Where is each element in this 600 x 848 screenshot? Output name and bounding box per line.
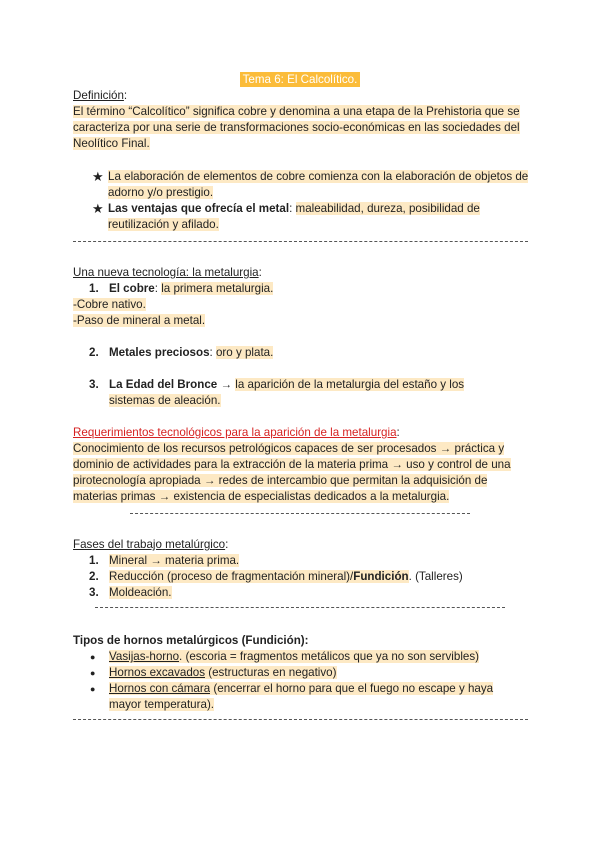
sub-line-text: -Paso de mineral a metal. <box>73 314 206 327</box>
metalurgia-item-1 <box>89 281 529 297</box>
fases-heading <box>73 537 533 553</box>
item-sep: → <box>217 378 236 391</box>
item-sep: : <box>209 346 216 359</box>
fases-item-3 <box>89 585 529 601</box>
item-text: (estructuras en negativo) <box>205 666 337 679</box>
hornos-colon: : <box>304 634 309 647</box>
item-number: 2. <box>89 570 99 583</box>
item-number: 2. <box>89 346 99 359</box>
star-icon: ★ <box>92 169 104 184</box>
item-number: 1. <box>89 554 99 567</box>
fases-item-1 <box>89 553 529 569</box>
requerimientos-heading-text: Requerimientos tecnológicos para la aparición de la metalurgia <box>73 426 397 439</box>
title-row <box>0 72 600 88</box>
item-link: Hornos excavados <box>109 666 206 679</box>
bullet-dot-icon: ● <box>90 652 96 662</box>
fases-heading-text: Fases del trabajo metalúrgico <box>73 538 226 551</box>
hornos-item-1 <box>90 649 530 665</box>
item-sep: : <box>154 282 162 295</box>
fases-item-2 <box>89 569 529 585</box>
dashed-divider <box>95 607 505 608</box>
item-text: Moldeación. <box>109 586 172 599</box>
sub-line-1 <box>73 297 146 313</box>
definicion-paragraph: El término “Calcolítico” significa cobre y denomina a una etapa de la Prehistoria que se caracteriza por una serie de transformaciones socio-económicas en las sociedades del Neolítico Final. <box>73 105 520 150</box>
item-tail: . (Talleres) <box>408 570 463 583</box>
item-text: Reducción (proceso de fragmentación mineral)/ <box>109 570 354 583</box>
item-text: Mineral → materia prima. <box>109 554 240 567</box>
requerimientos-text <box>73 441 531 505</box>
metalurgia-heading-text: Una nueva tecnología: la metalurgia <box>73 266 259 279</box>
requerimientos-heading <box>73 425 533 441</box>
item-text: . (escoria = fragmentos metálicos que ya no son servibles) <box>179 650 479 663</box>
definicion-bullet-1 <box>92 169 532 201</box>
sub-line-text: -Cobre nativo. <box>73 298 146 311</box>
metalurgia-item-3 <box>89 377 489 409</box>
metalurgia-heading <box>73 265 533 281</box>
metalurgia-colon: : <box>258 266 262 279</box>
bullet-bold: Las ventajas que ofrecía el metal <box>108 202 290 215</box>
item-link: Hornos con cámara <box>109 682 211 695</box>
metalurgia-item-2 <box>89 345 529 361</box>
item-number: 1. <box>89 282 99 295</box>
hornos-item-3 <box>90 681 520 713</box>
bullet-text: La elaboración de elementos de cobre comienza con la elaboración de objetos de adorno y/o prestigio. <box>108 170 529 199</box>
item-text: oro y plata. <box>215 346 274 359</box>
bullet-dot-icon: ● <box>90 684 96 694</box>
item-text: la primera metalurgia. <box>161 282 274 295</box>
item-bold: La Edad del Bronce <box>109 378 218 391</box>
page-title: Tema 6: El Calcolítico. <box>240 72 361 87</box>
dashed-divider <box>130 513 470 514</box>
requerimientos-colon: : <box>396 426 400 439</box>
bullet-dot-icon: ● <box>90 668 96 678</box>
bullet-text: maleabilidad, dureza, posibilidad de reutilización y afilado. <box>108 202 480 231</box>
definicion-colon: : <box>123 89 128 102</box>
hornos-heading-text: Tipos de hornos metalúrgicos (Fundición) <box>73 634 305 647</box>
definicion-text <box>73 104 528 152</box>
star-icon: ★ <box>92 201 104 216</box>
item-text: la aparición de la metalurgia del estaño y los sistemas de aleación. <box>109 378 465 407</box>
fases-colon: : <box>225 538 229 551</box>
item-number: 3. <box>89 378 99 391</box>
hornos-item-2 <box>90 665 530 681</box>
item-bold: El cobre <box>109 282 155 295</box>
definicion-bullet-2 <box>92 201 532 233</box>
hornos-heading <box>73 633 533 649</box>
sub-line-2 <box>73 313 205 329</box>
dashed-divider <box>73 241 528 242</box>
requerimientos-paragraph: Conocimiento de los recursos petrológicos capaces de ser procesados → práctica y dominio de actividades para la extracción de la materia prima → uso y control de una pirotecnología apropiada → redes de intercambio que permitan la adquisición de materias primas → existencia de especialistas dedicados a la metalurgia. <box>73 442 511 503</box>
definicion-heading <box>73 88 533 104</box>
bullet-sep: : <box>289 202 296 215</box>
dashed-divider <box>73 719 528 720</box>
item-link: Vasijas-horno <box>109 650 180 663</box>
item-number: 3. <box>89 586 99 599</box>
definicion-heading-text: Definición <box>73 89 124 102</box>
item-bold: Metales preciosos <box>109 346 210 359</box>
item-bold: Fundición <box>353 570 409 583</box>
item-text: (encerrar el horno para que el fuego no escape y haya mayor temperatura). <box>109 682 494 711</box>
